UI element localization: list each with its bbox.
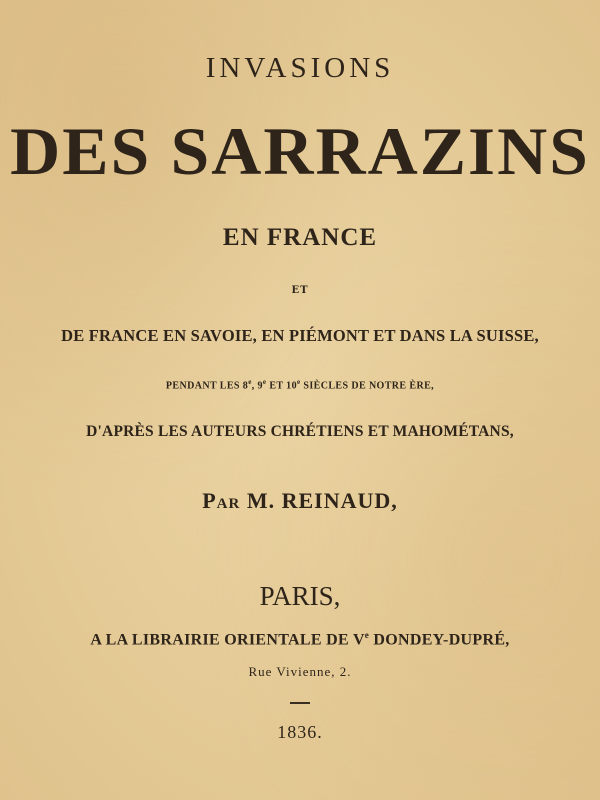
main-title: DES SARRAZINS	[10, 113, 590, 189]
centuries-text: , 9	[251, 380, 263, 392]
imprint-year: 1836.	[277, 722, 323, 742]
superscript: e	[296, 378, 301, 386]
publisher-text: DONDEY-DUPRÉ,	[369, 631, 510, 649]
imprint-city: PARIS,	[259, 581, 341, 611]
imprint-publisher	[0, 630, 600, 649]
author-name: M. REINAUD,	[240, 488, 398, 513]
subtitle-centuries	[0, 378, 600, 391]
author-line	[0, 488, 600, 514]
subtitle-sources: D'APRÈS LES AUTEURS CHRÉTIENS ET MAHOMÉTANS,	[86, 423, 514, 440]
imprint-address: Rue Vivienne, 2.	[248, 664, 352, 679]
divider-rule	[290, 702, 310, 704]
author-par: P	[202, 488, 217, 513]
centuries-text: SIÈCLES DE NOTRE ÈRE,	[300, 380, 435, 392]
subtitle-regions: DE FRANCE EN SAVOIE, EN PIÉMONT ET DANS LA SUISSE,	[61, 326, 539, 345]
publisher-text: A LA LIBRAIRIE ORIENTALE DE V	[90, 631, 365, 649]
centuries-text: PENDANT LES 8	[165, 380, 249, 392]
title-line-en-france: EN FRANCE	[222, 224, 378, 251]
superscript: e	[364, 630, 370, 640]
superscript: e	[248, 378, 252, 386]
author-par: AR	[216, 496, 241, 512]
centuries-text: ET 10	[266, 380, 297, 392]
conjunction-et: ET	[291, 285, 309, 296]
superscript: e	[262, 378, 267, 386]
title-line-invasions: INVASIONS	[205, 52, 395, 84]
